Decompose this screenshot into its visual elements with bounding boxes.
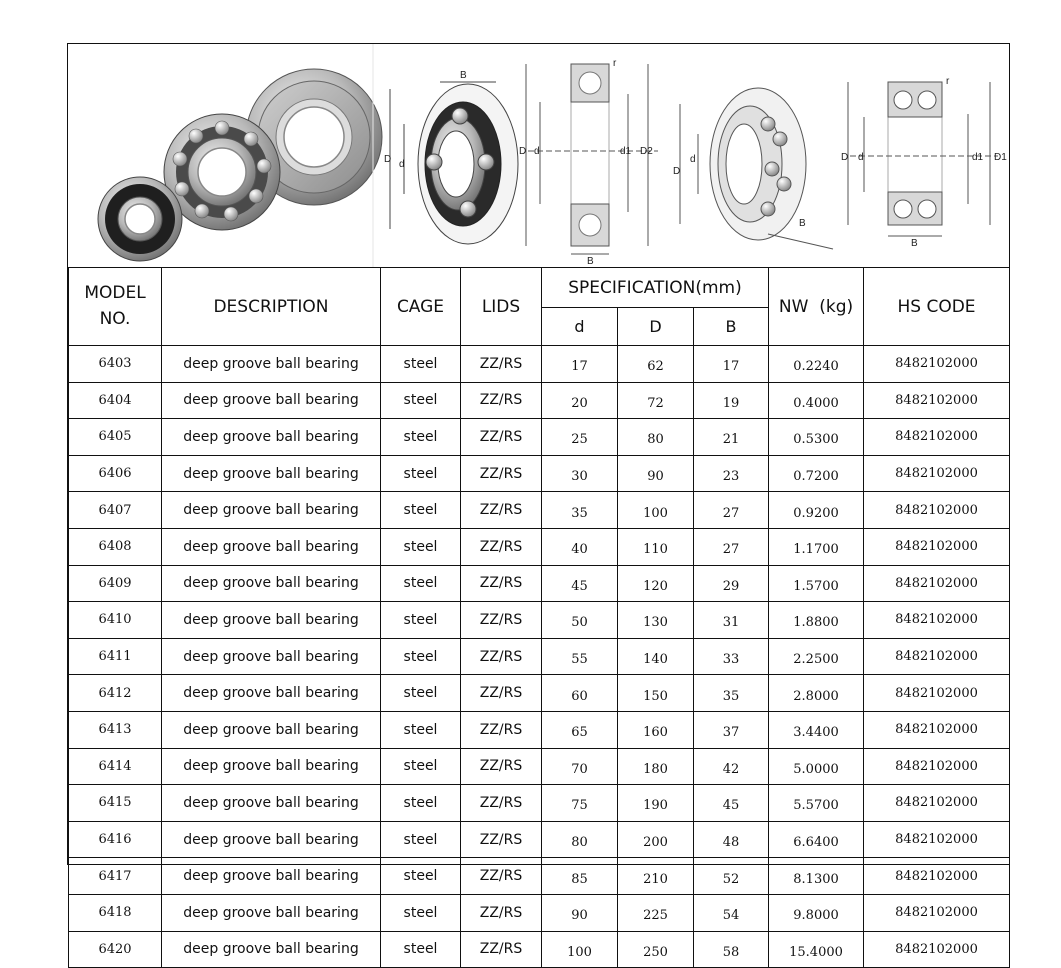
label-r: r	[946, 76, 950, 87]
cell-B: 27	[694, 528, 769, 565]
table-row	[69, 785, 1010, 822]
table-row	[69, 528, 1010, 565]
header-description: DESCRIPTION	[162, 268, 381, 346]
cell-B: 27	[694, 492, 769, 529]
cutaway-diagram-2	[680, 88, 833, 249]
cell-nw: 0.4000	[769, 382, 864, 419]
cell-lids: ZZ/RS	[461, 821, 542, 858]
cell-description: deep groove ball bearing	[162, 565, 381, 602]
cell-d: 25	[542, 419, 618, 456]
label-d: d	[399, 159, 405, 170]
cell-d: 40	[542, 528, 618, 565]
cell-nw: 0.5300	[769, 419, 864, 456]
cell-description: deep groove ball bearing	[162, 675, 381, 712]
bearing-spec-table	[68, 267, 1010, 968]
cell-description: deep groove ball bearing	[162, 821, 381, 858]
cell-D: 210	[618, 858, 694, 895]
cell-model: 6410	[69, 602, 162, 639]
label-B: B	[460, 70, 467, 81]
cell-cage: steel	[381, 748, 461, 785]
header-specification: SPECIFICATION(mm)	[542, 268, 769, 308]
cell-B: 45	[694, 785, 769, 822]
cell-hs-code: 8482102000	[864, 419, 1010, 456]
cell-B: 23	[694, 455, 769, 492]
label-B: B	[587, 256, 594, 267]
cell-D: 225	[618, 894, 694, 931]
header-hs-code: HS CODE	[864, 268, 1010, 346]
cell-D: 250	[618, 931, 694, 968]
cell-description: deep groove ball bearing	[162, 419, 381, 456]
cell-d: 70	[542, 748, 618, 785]
cell-cage: steel	[381, 858, 461, 895]
table-body	[69, 346, 1010, 968]
cell-D: 80	[618, 419, 694, 456]
cell-lids: ZZ/RS	[461, 455, 542, 492]
cell-lids: ZZ/RS	[461, 638, 542, 675]
header-nw: NW (kg)	[769, 268, 864, 346]
cell-lids: ZZ/RS	[461, 711, 542, 748]
cell-model: 6420	[69, 931, 162, 968]
cell-nw: 1.5700	[769, 565, 864, 602]
table-row	[69, 858, 1010, 895]
label-d: d	[858, 152, 864, 163]
cell-B: 33	[694, 638, 769, 675]
table-row	[69, 455, 1010, 492]
cell-model: 6411	[69, 638, 162, 675]
cell-hs-code: 8482102000	[864, 675, 1010, 712]
cell-cage: steel	[381, 894, 461, 931]
cell-hs-code: 8482102000	[864, 931, 1010, 968]
cell-B: 37	[694, 711, 769, 748]
cell-B: 58	[694, 931, 769, 968]
cell-model: 6412	[69, 675, 162, 712]
cell-d: 75	[542, 785, 618, 822]
cell-hs-code: 8482102000	[864, 711, 1010, 748]
cell-D: 160	[618, 711, 694, 748]
cell-d: 35	[542, 492, 618, 529]
label-D: D	[384, 154, 392, 165]
cell-nw: 0.2240	[769, 346, 864, 383]
bearing-photo	[98, 69, 382, 261]
cell-cage: steel	[381, 638, 461, 675]
cell-description: deep groove ball bearing	[162, 785, 381, 822]
cell-B: 29	[694, 565, 769, 602]
cell-description: deep groove ball bearing	[162, 455, 381, 492]
label-D: D	[519, 146, 527, 157]
cell-lids: ZZ/RS	[461, 346, 542, 383]
cell-cage: steel	[381, 492, 461, 529]
cell-d: 85	[542, 858, 618, 895]
cell-lids: ZZ/RS	[461, 858, 542, 895]
cell-lids: ZZ/RS	[461, 931, 542, 968]
cell-cage: steel	[381, 931, 461, 968]
cell-description: deep groove ball bearing	[162, 858, 381, 895]
table-row	[69, 602, 1010, 639]
cell-lids: ZZ/RS	[461, 419, 542, 456]
cell-cage: steel	[381, 711, 461, 748]
cell-nw: 15.4000	[769, 931, 864, 968]
label-d1: d1	[620, 146, 632, 157]
table-row	[69, 492, 1010, 529]
cell-cage: steel	[381, 785, 461, 822]
cell-hs-code: 8482102000	[864, 638, 1010, 675]
spec-sheet	[67, 43, 1010, 960]
cell-B: 35	[694, 675, 769, 712]
header-spec-B: B	[694, 308, 769, 346]
cell-d: 50	[542, 602, 618, 639]
label-d1: d1	[972, 152, 984, 163]
cell-D: 120	[618, 565, 694, 602]
cell-lids: ZZ/RS	[461, 528, 542, 565]
cell-description: deep groove ball bearing	[162, 638, 381, 675]
cell-B: 48	[694, 821, 769, 858]
cell-D: 110	[618, 528, 694, 565]
cell-lids: ZZ/RS	[461, 894, 542, 931]
cell-lids: ZZ/RS	[461, 565, 542, 602]
cell-description: deep groove ball bearing	[162, 492, 381, 529]
cell-description: deep groove ball bearing	[162, 602, 381, 639]
product-banner	[68, 44, 1009, 268]
cell-d: 20	[542, 382, 618, 419]
cell-hs-code: 8482102000	[864, 346, 1010, 383]
cell-d: 80	[542, 821, 618, 858]
cell-B: 31	[694, 602, 769, 639]
cell-d: 30	[542, 455, 618, 492]
cell-nw: 0.7200	[769, 455, 864, 492]
cell-model: 6413	[69, 711, 162, 748]
cell-model: 6414	[69, 748, 162, 785]
cutaway-diagram-1	[390, 82, 518, 244]
cell-D: 72	[618, 382, 694, 419]
table-row	[69, 931, 1010, 968]
cell-nw: 1.8800	[769, 602, 864, 639]
cell-D: 100	[618, 492, 694, 529]
cell-D: 150	[618, 675, 694, 712]
label-r: r	[613, 58, 617, 69]
cell-B: 19	[694, 382, 769, 419]
bearing-illustrations	[68, 44, 1009, 267]
cell-lids: ZZ/RS	[461, 785, 542, 822]
cell-cage: steel	[381, 528, 461, 565]
cell-hs-code: 8482102000	[864, 602, 1010, 639]
label-D1: D1	[994, 152, 1007, 163]
label-B: B	[799, 218, 806, 229]
table-row	[69, 419, 1010, 456]
cell-lids: ZZ/RS	[461, 675, 542, 712]
cell-nw: 3.4400	[769, 711, 864, 748]
header-model: MODEL NO.	[69, 268, 162, 346]
cell-lids: ZZ/RS	[461, 382, 542, 419]
cell-cage: steel	[381, 602, 461, 639]
cell-model: 6404	[69, 382, 162, 419]
cell-d: 100	[542, 931, 618, 968]
cross-section-diagram-1	[526, 64, 658, 254]
cell-description: deep groove ball bearing	[162, 894, 381, 931]
cell-description: deep groove ball bearing	[162, 748, 381, 785]
cell-cage: steel	[381, 382, 461, 419]
table-row	[69, 748, 1010, 785]
header-spec-D: D	[618, 308, 694, 346]
cell-cage: steel	[381, 455, 461, 492]
cell-hs-code: 8482102000	[864, 821, 1010, 858]
cell-nw: 9.8000	[769, 894, 864, 931]
cell-B: 54	[694, 894, 769, 931]
cell-model: 6409	[69, 565, 162, 602]
cell-cage: steel	[381, 346, 461, 383]
cell-B: 52	[694, 858, 769, 895]
cell-model: 6405	[69, 419, 162, 456]
cell-description: deep groove ball bearing	[162, 711, 381, 748]
header-lids: LIDS	[461, 268, 542, 346]
header-cage: CAGE	[381, 268, 461, 346]
cell-cage: steel	[381, 675, 461, 712]
cell-nw: 0.9200	[769, 492, 864, 529]
cell-B: 42	[694, 748, 769, 785]
cell-description: deep groove ball bearing	[162, 346, 381, 383]
cell-D: 140	[618, 638, 694, 675]
label-D: D	[673, 166, 681, 177]
cell-model: 6416	[69, 821, 162, 858]
cell-B: 17	[694, 346, 769, 383]
cell-hs-code: 8482102000	[864, 382, 1010, 419]
table-row	[69, 638, 1010, 675]
cell-model: 6407	[69, 492, 162, 529]
cell-hs-code: 8482102000	[864, 858, 1010, 895]
cell-nw: 6.6400	[769, 821, 864, 858]
cell-d: 55	[542, 638, 618, 675]
cell-cage: steel	[381, 821, 461, 858]
cell-description: deep groove ball bearing	[162, 931, 381, 968]
label-B: B	[911, 238, 918, 249]
header-spec-d: d	[542, 308, 618, 346]
cell-d: 45	[542, 565, 618, 602]
cell-hs-code: 8482102000	[864, 894, 1010, 931]
table-row	[69, 346, 1010, 383]
table-row	[69, 821, 1010, 858]
table-row	[69, 382, 1010, 419]
cell-lids: ZZ/RS	[461, 602, 542, 639]
cell-hs-code: 8482102000	[864, 785, 1010, 822]
cell-hs-code: 8482102000	[864, 455, 1010, 492]
cell-model: 6406	[69, 455, 162, 492]
cell-description: deep groove ball bearing	[162, 382, 381, 419]
cell-d: 60	[542, 675, 618, 712]
cell-nw: 2.2500	[769, 638, 864, 675]
label-D2: D2	[640, 146, 653, 157]
table-row	[69, 675, 1010, 712]
cell-D: 190	[618, 785, 694, 822]
cell-nw: 5.5700	[769, 785, 864, 822]
table-row	[69, 711, 1010, 748]
cell-D: 180	[618, 748, 694, 785]
cell-nw: 1.1700	[769, 528, 864, 565]
cell-nw: 5.0000	[769, 748, 864, 785]
cell-hs-code: 8482102000	[864, 528, 1010, 565]
cell-nw: 2.8000	[769, 675, 864, 712]
cell-cage: steel	[381, 565, 461, 602]
cell-description: deep groove ball bearing	[162, 528, 381, 565]
cell-hs-code: 8482102000	[864, 565, 1010, 602]
cell-model: 6417	[69, 858, 162, 895]
cell-model: 6403	[69, 346, 162, 383]
label-d: d	[690, 154, 696, 165]
cell-d: 90	[542, 894, 618, 931]
cell-hs-code: 8482102000	[864, 492, 1010, 529]
cell-lids: ZZ/RS	[461, 748, 542, 785]
cell-hs-code: 8482102000	[864, 748, 1010, 785]
cell-D: 200	[618, 821, 694, 858]
label-D: D	[841, 152, 849, 163]
cell-B: 21	[694, 419, 769, 456]
cell-cage: steel	[381, 419, 461, 456]
cell-d: 17	[542, 346, 618, 383]
cell-D: 130	[618, 602, 694, 639]
cell-model: 6418	[69, 894, 162, 931]
cell-nw: 8.1300	[769, 858, 864, 895]
cell-d: 65	[542, 711, 618, 748]
cell-lids: ZZ/RS	[461, 492, 542, 529]
cell-D: 62	[618, 346, 694, 383]
cell-model: 6415	[69, 785, 162, 822]
cell-model: 6408	[69, 528, 162, 565]
label-d: d	[534, 146, 540, 157]
cell-D: 90	[618, 455, 694, 492]
table-row	[69, 565, 1010, 602]
